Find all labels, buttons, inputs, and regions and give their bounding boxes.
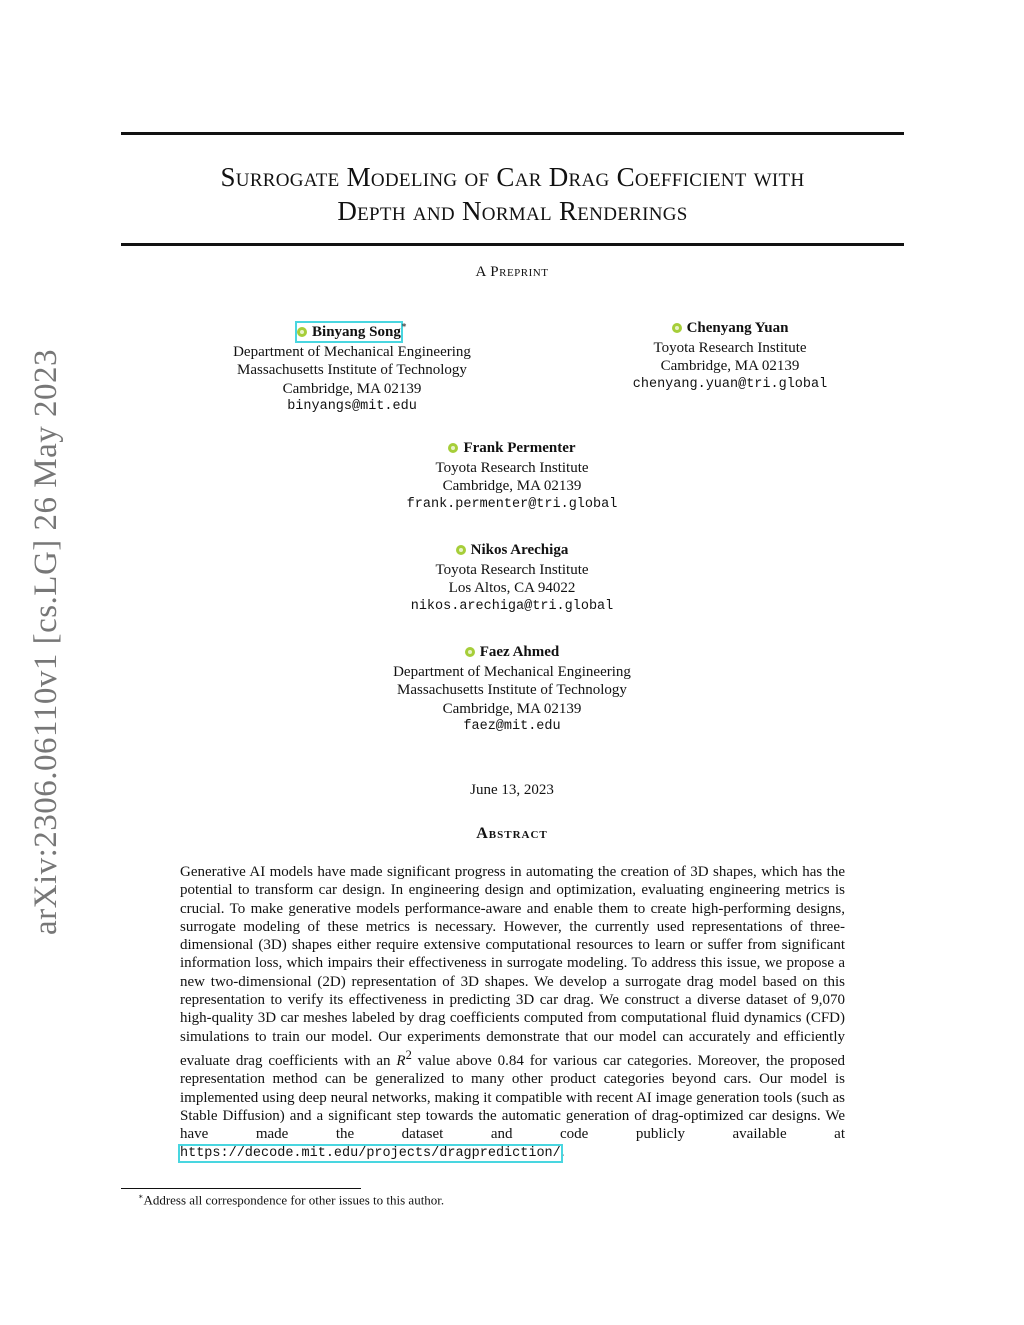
author-name: Nikos Arechiga	[470, 542, 569, 558]
author-affiliation: Department of Mechanical Engineering	[233, 343, 471, 360]
abstract-heading: Abstract	[476, 825, 548, 842]
footnote-mark: ∗	[138, 1192, 144, 1201]
title-rule-bottom	[121, 243, 904, 246]
author-name: Frank Permenter	[463, 440, 576, 456]
author-email: frank.permenter@tri.global	[406, 496, 618, 512]
author-block-arechiga	[312, 541, 712, 616]
author-block-song	[202, 319, 502, 417]
author-affiliation: Toyota Research Institute	[435, 561, 589, 578]
author-affiliation: Department of Mechanical Engineering	[393, 663, 631, 680]
author-affiliation: Toyota Research Institute	[435, 459, 589, 476]
author-name-link[interactable]	[456, 541, 569, 560]
author-name-link[interactable]	[672, 319, 789, 338]
title-line-2: Depth and Normal Renderings	[337, 196, 688, 226]
author-email: faez@mit.edu	[463, 719, 561, 735]
author-email: binyangs@mit.edu	[287, 399, 417, 414]
author-email: nikos.arechiga@tri.global	[410, 598, 614, 614]
author-affiliation: Massachusetts Institute of Technology	[397, 682, 627, 699]
author-name: Chenyang Yuan	[686, 320, 789, 336]
author-name: Faez Ahmed	[479, 644, 560, 660]
abstract-body	[180, 863, 845, 1164]
orcid-icon[interactable]	[448, 443, 458, 453]
footnote-rule	[121, 1188, 361, 1189]
footnote	[138, 1192, 444, 1208]
author-name-link[interactable]	[297, 323, 401, 342]
author-affiliation: Los Altos, CA 94022	[448, 580, 576, 597]
paper-title	[121, 160, 904, 228]
author-name-link[interactable]	[448, 439, 575, 458]
r-squared-exponent: 2	[405, 1047, 412, 1062]
dataset-link[interactable]: https://decode.mit.edu/projects/dragprediction/	[180, 1146, 561, 1162]
author-affiliation: Toyota Research Institute	[653, 339, 807, 356]
footnote-text: Address all correspondence for other issues to this author.	[143, 1192, 445, 1208]
orcid-icon[interactable]	[297, 327, 307, 337]
author-name-link[interactable]	[465, 643, 560, 662]
author-affiliation: Cambridge, MA 02139	[442, 478, 582, 495]
author-affiliation: Cambridge, MA 02139	[660, 358, 800, 375]
title-line-1: Surrogate Modeling of Car Drag Coefficient with	[220, 162, 805, 192]
author-block-ahmed	[312, 643, 712, 737]
preprint-label: A Preprint	[475, 264, 549, 280]
author-block-yuan	[560, 319, 900, 394]
title-rule-top	[121, 132, 904, 135]
abstract-end: .	[560, 1144, 565, 1161]
paper-date: June 13, 2023	[470, 782, 554, 798]
orcid-icon[interactable]	[672, 323, 682, 333]
abstract-text: Generative AI models have made significant progress in automating the creation of 3D shapes, which has the potential to transform car design. In engineering design and optimization, evaluating engineering metrics is crucial. To make generative models performance-aware and enable them to create high-performing designs, surrogate modeling of these metrics is necessary. However, the currently used representations of three-dimensional (3D) shapes either require extensive computational resources to learn or suffer from significant information loss, which impairs their effectiveness in surrogate modeling. To address this issue, we propose a new two-dimensional (2D) representation of 3D shapes. We develop a surrogate drag model based on this representation to verify its effectiveness in predicting 3D car drag. We construct a diverse dataset of 9,070 high-quality 3D car meshes labeled by drag coefficients computed from computational fluid dynamics (CFD) simulations to train our model. Our experiments demonstrate that our model can accurately and efficiently evaluate drag coefficients with an	[180, 864, 845, 1069]
author-email: chenyang.yuan@tri.global	[632, 376, 828, 392]
footnote-mark[interactable]: ∗	[400, 320, 407, 330]
orcid-icon[interactable]	[465, 647, 475, 657]
author-name: Binyang Song	[312, 323, 401, 340]
arxiv-identifier: arXiv:2306.06110v1 [cs.LG] 26 May 2023	[28, 348, 64, 935]
author-affiliation: Cambridge, MA 02139	[282, 380, 422, 397]
r-squared-symbol: R	[396, 1052, 406, 1069]
orcid-icon[interactable]	[456, 545, 466, 555]
abstract-text: value above 0.84 for various car categories. Moreover, the proposed representation method can be generalized to many other product categories beyond cars. Our model is implemented using deep neural networks, making it compatible with recent AI image generation tools (such as Stable Diffusion) and a significant step towards the automatic generation of drag-optimized car designs. We have made the dataset and code publicly available at	[180, 1052, 845, 1143]
author-block-permenter	[312, 439, 712, 514]
author-affiliation: Cambridge, MA 02139	[442, 700, 582, 717]
author-affiliation: Massachusetts Institute of Technology	[237, 362, 467, 378]
